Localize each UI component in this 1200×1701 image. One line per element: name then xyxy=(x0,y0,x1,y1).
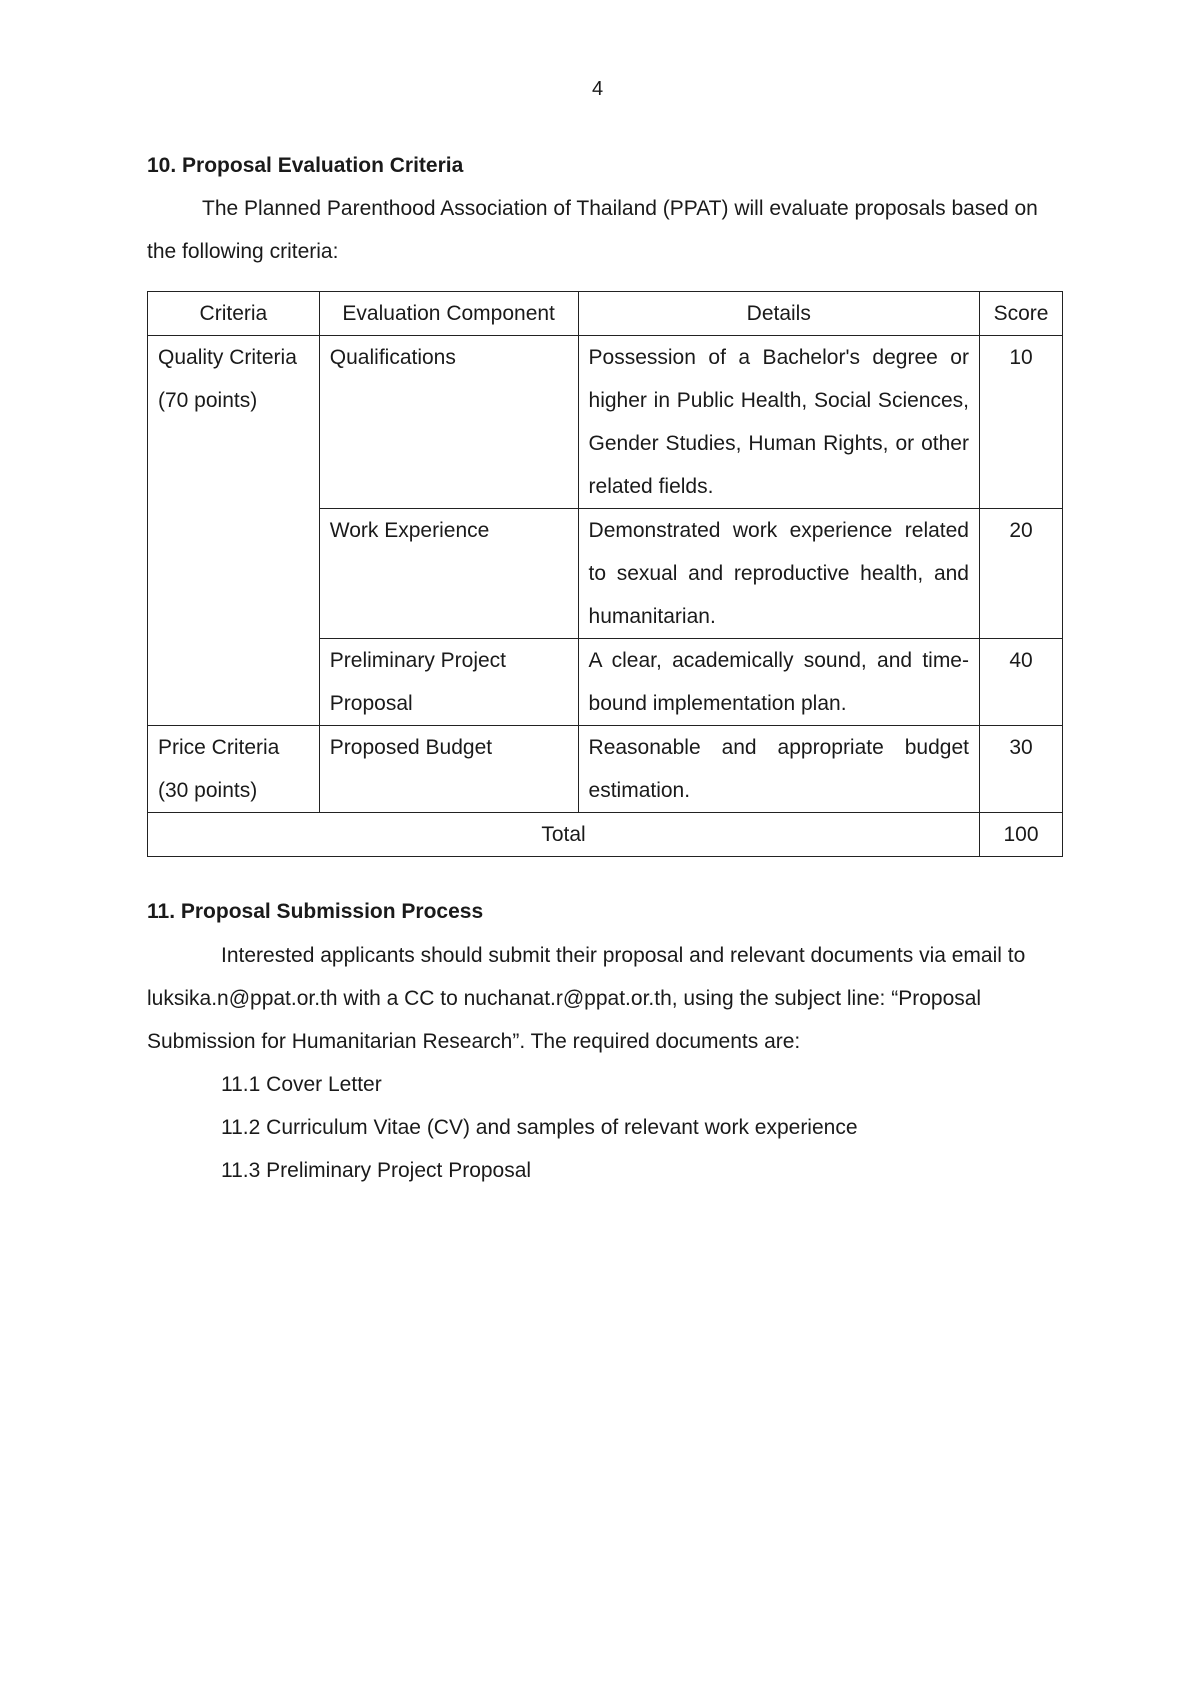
section-10-intro-text: The Planned Parenthood Association of Thailand (PPAT) will evaluate proposals based on the following criteria: xyxy=(147,197,1038,263)
details-cell: A clear, academically sound, and time-bound implementation plan. xyxy=(578,639,979,726)
score-cell: 30 xyxy=(979,726,1062,813)
component-cell: Work Experience xyxy=(319,509,578,639)
list-item: 11.2 Curriculum Vitae (CV) and samples of relevant work experience xyxy=(221,1116,858,1139)
component-cell: Qualifications xyxy=(319,336,578,509)
score-cell: 40 xyxy=(979,639,1062,726)
table-header-component: Evaluation Component xyxy=(319,292,578,336)
table-row xyxy=(148,336,1063,509)
page-number: 4 xyxy=(592,78,604,100)
table-row xyxy=(148,726,1063,813)
criteria-quality-cell: Quality Criteria (70 points) xyxy=(148,336,320,726)
details-cell: Possession of a Bachelor's degree or higher in Public Health, Social Sciences, Gender Studies, Human Rights, or other related fields. xyxy=(578,336,979,509)
table-header-score: Score xyxy=(979,292,1062,336)
details-cell: Demonstrated work experience related to sexual and reproductive health, and humanitarian. xyxy=(578,509,979,639)
criteria-price-cell: Price Criteria (30 points) xyxy=(148,726,320,813)
score-cell: 10 xyxy=(979,336,1062,509)
section-10-intro xyxy=(147,187,1062,273)
list-item: 11.1 Cover Letter xyxy=(221,1073,382,1096)
evaluation-criteria-table xyxy=(147,291,1063,857)
section-11-body-text: Interested applicants should submit their proposal and relevant documents via email to luksika.n@ppat.or.th with a CC to nuchanat.r@ppat.or.th, using the subject line: “Proposal Submission for Humanitarian Research”. The required documents are: xyxy=(147,944,1026,1053)
component-cell: Proposed Budget xyxy=(319,726,578,813)
details-cell: Reasonable and appropriate budget estimation. xyxy=(578,726,979,813)
section-11-body xyxy=(147,934,1062,1063)
total-label: Total xyxy=(148,813,980,857)
list-item: 11.3 Preliminary Project Proposal xyxy=(221,1159,532,1182)
total-score: 100 xyxy=(979,813,1062,857)
table-header-criteria: Criteria xyxy=(148,292,320,336)
score-cell: 20 xyxy=(979,509,1062,639)
table-header-row xyxy=(148,292,1063,336)
section-10-heading: 10. Proposal Evaluation Criteria xyxy=(147,154,464,177)
component-cell: Preliminary Project Proposal xyxy=(319,639,578,726)
table-total-row xyxy=(148,813,1063,857)
table-header-details: Details xyxy=(578,292,979,336)
section-11-heading: 11. Proposal Submission Process xyxy=(147,900,484,923)
